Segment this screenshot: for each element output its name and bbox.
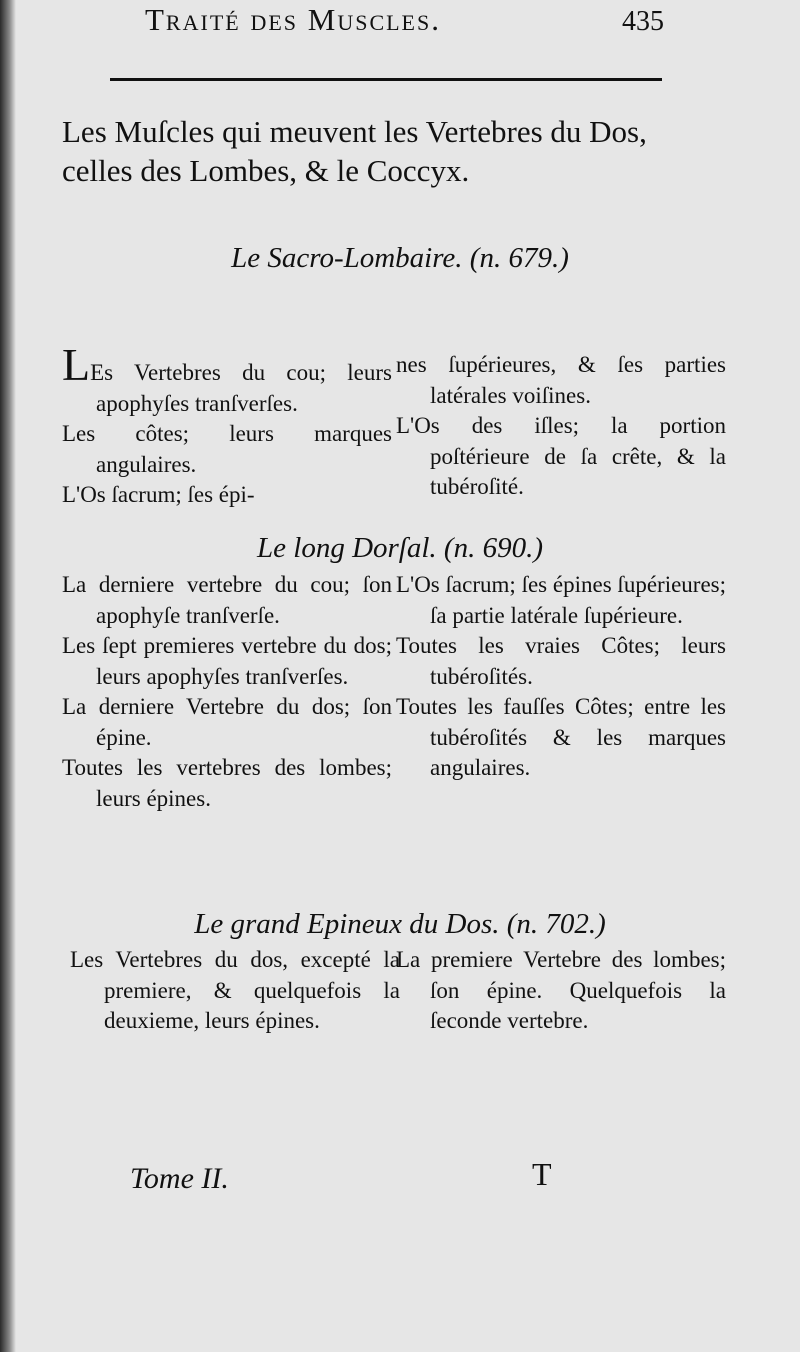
volume-label: Tome II. xyxy=(130,1162,229,1195)
entry-text: L'Os des iſles; la portion poſtérieure de ſa crête, & la tubéroſité. xyxy=(396,413,726,499)
column-left-3 xyxy=(70,945,400,1037)
page-gutter-shadow xyxy=(0,0,16,1352)
subheading-grand-epineux: Le grand Epineux du Dos. (n. 702.) xyxy=(194,908,606,940)
entry-text: La premiere Vertebre des lombes; ſon épine. Quelquefois la ſeconde vertebre. xyxy=(396,947,726,1033)
entry-text: nes ſupérieures, & ſes parties latérales voiſines. xyxy=(396,352,726,408)
signature-mark: T xyxy=(532,1156,552,1192)
entry-text: Toutes les fauſſes Côtes; entre les tubéroſités & les marques angulaires. xyxy=(396,694,726,780)
entry-text: Toutes les vraies Côtes; leurs tubéroſités. xyxy=(396,633,726,689)
entry-text: Les côtes; leurs marques angulaires. xyxy=(62,421,392,477)
section-title: Les Muſcles qui meuvent les Vertebres du Dos, celles des Lombes, & le Coccyx. xyxy=(62,114,647,188)
entry-text: L'Os ſacrum; ſes épines ſupérieures; ſa partie latérale ſupérieure. xyxy=(396,572,726,628)
subheading-long-dorsal: Le long Dorſal. (n. 690.) xyxy=(257,532,543,564)
running-title: Traité des Muscles. xyxy=(145,2,441,37)
column-left-1 xyxy=(62,339,392,511)
column-right-3 xyxy=(396,945,726,1037)
entry-text-rest: Es Vertebres du cou; leurs apophyſes tranſverſes. xyxy=(90,360,392,416)
header-rule xyxy=(110,78,662,81)
entry-text xyxy=(62,339,392,419)
entry-text: Les ſept premieres vertebre du dos; leurs apophyſes tranſverſes. xyxy=(62,633,392,689)
column-left-2 xyxy=(62,570,392,814)
column-right-1 xyxy=(396,350,726,503)
entry-text: Les Vertebres du dos, excepté la premiere, & quelquefois la deuxieme, leurs épines. xyxy=(70,947,400,1033)
drop-cap: L xyxy=(62,339,91,390)
page-number: 435 xyxy=(622,6,664,37)
entry-text: La derniere Vertebre du dos; ſon épine. xyxy=(62,694,392,750)
subheading-sacro-lombaire: Le Sacro-Lombaire. (n. 679.) xyxy=(231,242,569,274)
entry-text: L'Os ſacrum; ſes épi- xyxy=(62,482,255,507)
column-right-2 xyxy=(396,570,726,784)
entry-text: Toutes les vertebres des lombes; leurs épines. xyxy=(62,755,392,811)
entry-text: La derniere vertebre du cou; ſon apophyſe tranſverſe. xyxy=(62,572,392,628)
